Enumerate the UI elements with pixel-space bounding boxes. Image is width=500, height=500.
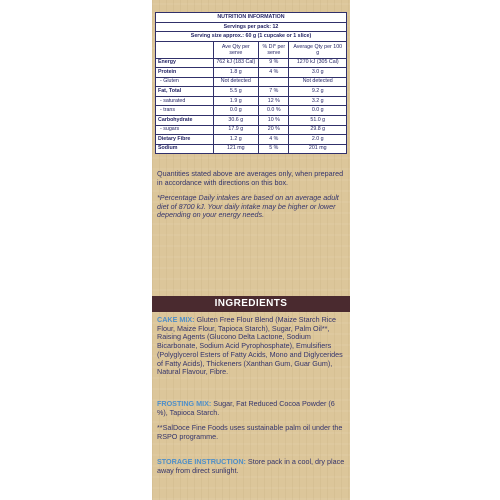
nutrient-name: Dietary Fibre xyxy=(156,135,213,145)
daily-intake-percent: 9 % xyxy=(259,58,289,68)
per-100g-value: 9.2 g xyxy=(289,87,346,97)
nutrient-name: Protein xyxy=(156,68,213,78)
nutrition-title: NUTRITION INFORMATION xyxy=(156,13,346,23)
nutrition-row xyxy=(156,87,346,97)
per-serve-value: 17.9 g xyxy=(213,125,259,135)
per-serve-value: 1.9 g xyxy=(213,96,259,106)
nutrient-name: Fat, Total xyxy=(156,87,213,97)
nutrition-table xyxy=(156,41,346,154)
nutrition-row xyxy=(156,77,346,87)
nutrition-row xyxy=(156,58,346,68)
column-header xyxy=(156,41,213,58)
per-serve-value: 5.5 g xyxy=(213,87,259,97)
per-100g-value: 0.0 g xyxy=(289,106,346,116)
nutrition-row xyxy=(156,96,346,106)
nutrient-name: Carbohydrate xyxy=(156,116,213,126)
daily-intake-percent: 10 % xyxy=(259,116,289,126)
nutrition-row xyxy=(156,106,346,116)
nutrient-name: - Gluten xyxy=(156,77,213,87)
per-100g-value: 2.0 g xyxy=(289,135,346,145)
cake-mix-label: CAKE MIX: xyxy=(157,315,195,324)
serving-size: Serving size approx.: 60 g (1 cupcake or 1 slice) xyxy=(190,33,312,39)
daily-intake-percent: 20 % xyxy=(259,125,289,135)
nutrition-column-headers xyxy=(156,41,346,58)
per-100g-value: 51.0 g xyxy=(289,116,346,126)
frosting-mix-ingredients xyxy=(157,400,347,417)
nutrition-row xyxy=(156,144,346,153)
nutrition-row xyxy=(156,116,346,126)
daily-intake-percent: 5 % xyxy=(259,144,289,153)
per-100g-value: 29.8 g xyxy=(289,125,346,135)
per-serve-value: 1.8 g xyxy=(213,68,259,78)
storage-label: STORAGE INSTRUCTION: xyxy=(157,457,246,466)
package-panel xyxy=(152,0,350,500)
daily-intake-percent: 0.0 % xyxy=(259,106,289,116)
daily-intake-percent: 7 % xyxy=(259,87,289,97)
cake-mix-ingredients xyxy=(157,316,347,377)
palm-oil-note: **SalDoce Fine Foods uses sustainable palm oil under the RSPO programme. xyxy=(157,423,343,441)
per-serve-value: 1.2 g xyxy=(213,135,259,145)
per-serve-value: 0.0 g xyxy=(213,106,259,116)
storage-instruction xyxy=(157,458,347,475)
nutrition-row xyxy=(156,68,346,78)
daily-intake-percent: 12 % xyxy=(259,96,289,106)
column-header: % DI* per serve xyxy=(259,41,289,58)
per-100g-value: Not detected xyxy=(289,77,346,87)
servings-per-pack: Servings per pack: 12 xyxy=(156,23,346,33)
per-100g-value: 3.0 g xyxy=(289,68,346,78)
nutrient-name: - trans xyxy=(156,106,213,116)
daily-intake-percent: 4 % xyxy=(259,135,289,145)
frosting-mix-text: Sugar, Fat Reduced Cocoa Powder (6 %), Tapioca Starch. xyxy=(157,399,335,417)
nutrient-name: Energy xyxy=(156,58,213,68)
column-header: Average Qty per 100 g xyxy=(289,41,346,58)
per-100g-value: 1270 kJ (305 Cal) xyxy=(289,58,346,68)
daily-intake-percent: 4 % xyxy=(259,68,289,78)
cake-mix-text: Gluten Free Flour Blend (Maize Starch Rice Flour, Maize Flour, Tapioca Starch), Sugar, Palm Oil**, Raising Agents (Glucono Delta Lactone, Sodium Bicarbonate, Sodium Acid Pyrophosphate), Emulsifiers (Polyglycerol Esters of Fatty Acids, Mono and Diglycerides of Fatty Acids), Thickeners (Xanthan Gum, Guar Gum), Natural Flavour, Fibre. xyxy=(157,315,343,377)
ingredients-heading: INGREDIENTS xyxy=(152,296,350,312)
per-serve-value: Not detected xyxy=(213,77,259,87)
nutrition-row xyxy=(156,125,346,135)
daily-intake-percent xyxy=(259,77,289,87)
per-serve-value: 30.6 g xyxy=(213,116,259,126)
nutrient-name: Sodium xyxy=(156,144,213,153)
per-100g-value: 3.2 g xyxy=(289,96,346,106)
nutrition-panel xyxy=(155,12,347,154)
frosting-mix-label: FROSTING MIX: xyxy=(157,399,212,408)
nutrient-name: - saturated xyxy=(156,96,213,106)
column-header: Ave Qty per serve xyxy=(213,41,259,58)
per-serve-value: 121 mg xyxy=(213,144,259,153)
per-100g-value: 201 mg xyxy=(289,144,346,153)
per-serve-value: 762 kJ (183 Cal) xyxy=(213,58,259,68)
storage-text: Store pack in a cool, dry place away from direct sunlight. xyxy=(157,457,345,475)
nutrient-name: - sugars xyxy=(156,125,213,135)
averages-note: Quantities stated above are averages only, when prepared in accordance with directions on this box. xyxy=(157,169,344,187)
daily-intake-note: *Percentage Daily intakes are based on an average adult diet of 8700 kJ. Your daily intake may be higher or lower depending on your energy needs. xyxy=(157,193,339,220)
nutrition-row xyxy=(156,135,346,145)
